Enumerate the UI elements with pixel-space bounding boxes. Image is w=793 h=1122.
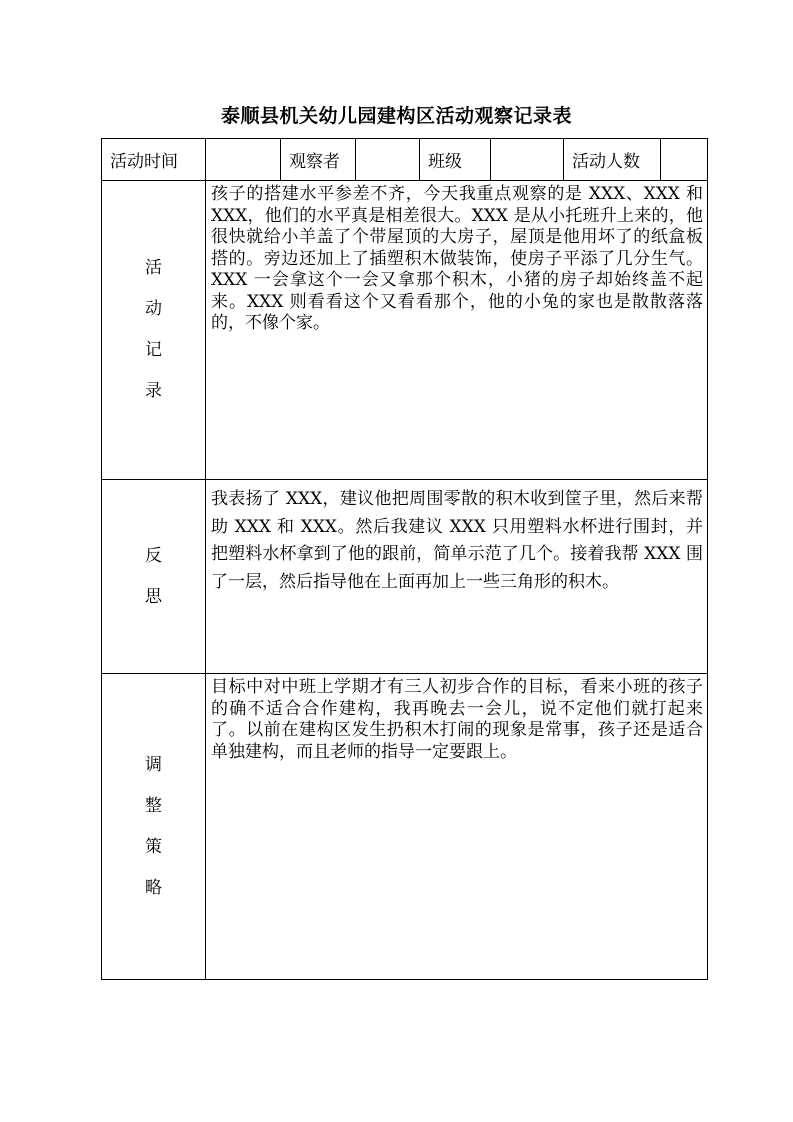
label-char: 思 [145,586,162,607]
reflection-text[interactable]: 我表扬了 XXX，建议他把周围零散的积木收到筐子里，然后来帮助 XXX 和 XXX。然后我建议 XXX 只用塑料水杯进行围封，并把塑料水杯拿到了他的跟前，简单示范了几个。接着我帮 XXX 围了一层，然后指导他在上面再加上一些三角形的积木。 [206,480,708,674]
adjustment-strategy-text[interactable]: 目标中对中班上学期才有三人初步合作的目标，看来小班的孩子的确不适合合作建构，我再晚去一会儿，说不定他们就打起来了。以前在建构区发生扔积木打闹的现象是常事，孩子还是适合单独建构，而且老师的指导一定要跟上。 [206,674,708,980]
participant-count-label: 活动人数 [564,139,661,181]
header-row [102,139,708,181]
label-char: 活 [145,258,162,278]
activity-time-value[interactable] [206,139,281,181]
label-char: 略 [145,877,162,898]
label-char: 记 [145,340,162,360]
label-char: 录 [145,381,162,401]
adjustment-strategy-label [102,674,206,980]
label-char: 整 [145,795,162,816]
observation-table [101,138,708,980]
page-title: 泰顺县机关幼儿园建构区活动观察记录表 [220,105,572,127]
label-char: 策 [145,836,162,857]
participant-count-value[interactable] [661,139,708,181]
observer-label: 观察者 [281,139,356,181]
reflection-row [102,480,708,674]
class-label: 班级 [420,139,491,181]
activity-record-text[interactable]: 孩子的搭建水平参差不齐，今天我重点观察的是 XXX、XXX 和 XXX，他们的水平真是相差很大。XXX 是从小托班升上来的，他很快就给小羊盖了个带屋顶的大房子，屋顶是他用坏了的纸盒板搭的。旁边还加上了插塑积木做装饰，使房子平添了几分生气。XXX 一会拿这个一会又拿那个积木，小猪的房子却始终盖不起来。XXX 则看看这个又看看那个，他的小兔的家也是散散落落的，不像个家。 [206,181,708,480]
class-value[interactable] [491,139,564,181]
activity-record-row [102,181,708,480]
observer-value[interactable] [356,139,420,181]
reflection-label [102,480,206,674]
label-char: 反 [145,545,162,566]
adjustment-strategy-row [102,674,708,980]
label-char: 调 [145,754,162,775]
activity-record-label [102,181,206,480]
label-char: 动 [145,299,162,319]
activity-time-label: 活动时间 [102,139,206,181]
